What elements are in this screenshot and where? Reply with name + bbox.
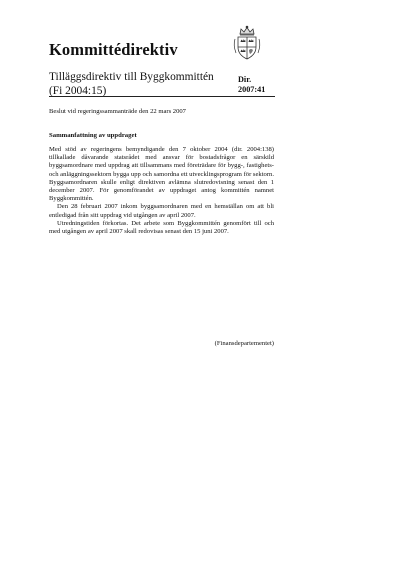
coat-of-arms-emblem [232, 25, 262, 61]
decision-date-line: Beslut vid regeringssammanträde den 22 mars 2007 [49, 108, 186, 115]
header-divider [49, 96, 275, 97]
summary-paragraph: Med stöd av regeringens bemyndigande den 7 oktober 2004 (dir. 2004:138) tillkallade dåvarande statsrådet med ansvar för bostadsfrågor en särskild byggsamordnare med uppdrag att tillsammans med företrädare för bygg-, fastighets- och anläggningssektorn bygga upp och samordna ett utvecklingsprogram för sektorn. Byggsamordnaren skulle enligt direktiven avlämna slutredovisning senast den 1 december 2007. För genomförandet av uppdraget antog kommittén namnet Byggkommittén. [49, 146, 274, 203]
directive-title [49, 71, 214, 98]
summary-body [49, 146, 274, 236]
summary-paragraph: Utredningstiden förkortas. Det arbete som Byggkommittén genomfört till och med utgången av april 2007 skall redovisas senast den 15 juni 2007. [49, 219, 274, 236]
ministry-signature: (Finansdepartementet) [214, 340, 274, 347]
summary-heading: Sammanfattning av uppdraget [49, 132, 137, 139]
directive-label: Dir. [238, 75, 252, 84]
directive-title-line2: (Fi 2004:15) [49, 84, 107, 97]
summary-paragraph: Den 28 februari 2007 inkom byggsamordnaren med en hemställan om att bli entledigad från sitt uppdrag vid utgången av april 2007. [49, 203, 274, 219]
document-type-heading: Kommittédirektiv [49, 40, 178, 59]
directive-number-block [238, 75, 265, 95]
directive-number: 2007:41 [238, 85, 266, 94]
directive-title-line1: Tilläggsdirektiv till Byggkommittén [49, 71, 214, 83]
